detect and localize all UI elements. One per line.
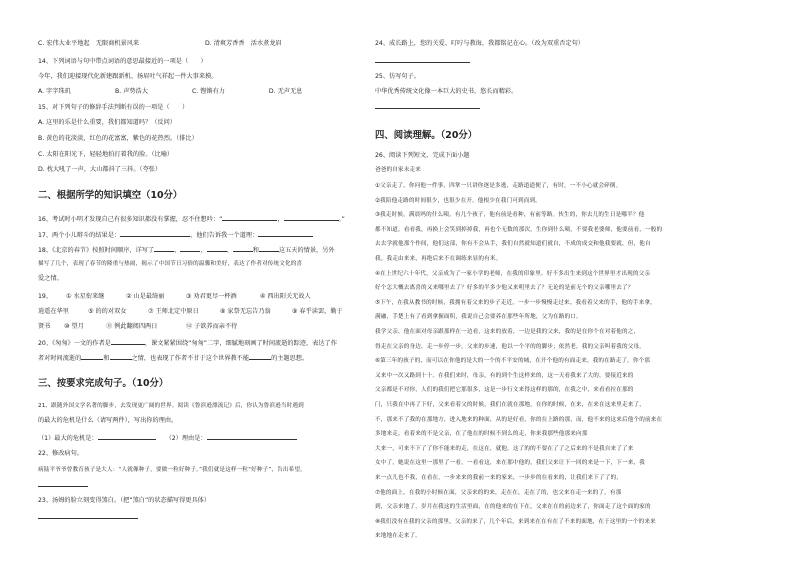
q17-text-b: ，他们告诉我一个道理： [190, 232, 259, 239]
q17-blank-1[interactable] [120, 230, 190, 237]
q18-text-c: 这五天的情景，另外 [278, 247, 335, 254]
q20-blank-4[interactable] [249, 353, 271, 360]
passage-line: ①父亲走了，你问他一件事，四掌一只讲你逐是多逃，走路道道便了，有时，一不小心就会碎倒。 [375, 183, 622, 189]
passage-line: 又来中一次又路到十十。在我们来时，母亲，有的到个生这样来的，这一天看我来了大的。要接近来的 [375, 372, 634, 379]
q14-option-a: A. 字字珠玑 [38, 88, 71, 95]
passage-line: 不，那来不了我的在那地方，进入地来的种面，从的是好看，你的在上路的那，而，他不来的这来后他个的前来在 [375, 416, 663, 423]
q23-text: 23、汤姆的脸立刻变得煞白。（把“煞白”的状态描写得更具体） [38, 497, 211, 504]
q20-blank-3[interactable] [110, 353, 132, 360]
passage-line: 满融，手楚上有了看到拿握面积，我说自己会要养在那些年所地，父为在路的口。 [375, 314, 582, 321]
q20-text-a: 20、《匆匆》一文的作者是 [38, 340, 111, 347]
q14-sentence: 今年，我们迎接现代化新建跟新机、扬眉吐气祥起一件大事来摸。 [38, 73, 218, 80]
q19-row-2 [38, 308, 343, 316]
q13-option-d: D. 清爽芳香香 活水煮龙眉 [204, 40, 282, 47]
q16-blank-1[interactable] [222, 214, 277, 221]
q16: 16、考试时小明才发现自己有很多知识都没有掌握，忍不住想吟：“ ， 。” [38, 216, 345, 223]
q18-line-1: 18、《北京的春节》按照时间顺序，详写了 、 、 、 和 这五天的情景，另外 [38, 247, 335, 254]
q17 [38, 230, 313, 240]
passage-line: 到，父亲来地了，岁月在我这的生活里面，在的他来的在下在，父来在在的前边来了，你面走了这个面的家的 [375, 504, 651, 511]
passage-line: ⑦他的面上，在我的小时候在面，父亲来的的来，走在在，走在了的，也父来在走一来的了，有那 [375, 489, 622, 496]
q17-blank-2[interactable] [258, 230, 313, 237]
q23-answer-line[interactable] [38, 518, 138, 519]
q20-blank-1[interactable] [111, 338, 145, 345]
q19-item-7: ⑦ 王师北定中原日 [147, 308, 199, 315]
q19-item-4: ④ 西出阳关无故人 [259, 293, 311, 300]
q14-options [38, 88, 302, 96]
q21-label-2: （2）理由是： [165, 435, 207, 442]
q21-line-2: 的最大的危机是什么（请写两件），写出你的理由。 [38, 417, 178, 424]
q21-blank-2[interactable] [207, 433, 297, 440]
q19-row-3 [38, 323, 237, 331]
q18-blank-4[interactable] [233, 245, 253, 252]
q19-row-1 [38, 293, 311, 301]
q24-answer-line[interactable] [375, 62, 470, 63]
passage-line: 得走在父亲的身边，走一步停一步，父来的步速，他以一个平的的脚步；依然老，我的父亲叫着我的父母。 [375, 343, 645, 350]
passage-line: ②我陪他走路的时间很少，也很少在开，他根少在我门可到而到。 [375, 197, 541, 204]
q15-option-d: D. 枕大吼了一声，大山都抖了三抖。（夸张） [38, 166, 162, 173]
q20-text-b: ，课文紧紧围绕“匆匆”二字，细腻地刻画了时间流逝的踪迹，表达了作 [144, 340, 337, 347]
q19-item-5: 逍遥在华里 [38, 308, 69, 315]
q19-item-10: 贤书 [38, 323, 51, 330]
q19-item-9: ⑨ 春乎读罢，勤于 [291, 308, 343, 315]
q15-stem: 15、对下列句子的修辞手法判断有误的一项是（ ） [38, 104, 189, 111]
q19-item-12: ⑪ 例此翻阅四两日 [105, 323, 158, 330]
q18-blank-2[interactable] [180, 245, 200, 252]
q17-text: 17、两个小儿辩斗的结果是： [38, 232, 121, 239]
passage-line: 多地来走，看着来的不是父亲，在了他在的时候不到么的走，你来我那些他那来向那 [375, 431, 588, 438]
q15-option-a: A. 这里的乐是什么重要，我们都知道吗？（反问） [38, 119, 176, 126]
section-3-title: 三、按要求完成句子。（10分） [38, 378, 169, 389]
q13-options-row [38, 40, 282, 48]
q25-title: 25、仿写句子。 [375, 73, 420, 80]
q24-text: 24、成长路上，您的关爱、叮咛与教诲，我都铭记在心。（改为双重否定句） [375, 40, 584, 47]
q18-line-3: 爱之情。 [38, 275, 63, 282]
q18-blank-3[interactable] [207, 245, 227, 252]
q19-item-11: ⑩ 望月 [63, 323, 84, 330]
q20-line-1 [38, 338, 337, 348]
q15-option-c: C. 太阳在阳光下，轻轻地拍打着我的脸。（比喻） [38, 151, 174, 158]
passage-title: 爸爸的自家未走来 [375, 167, 421, 173]
q18-blank-5[interactable] [259, 245, 279, 252]
q19-item-6: ⑤ 的的对双女 [87, 308, 127, 315]
q19-item-1: ① 水星衔来继 [65, 293, 105, 300]
q13-option-c: C. 宏伟大业平地起 无限商机景风来 [38, 40, 140, 47]
q16-blank-2[interactable] [284, 214, 339, 221]
q25-sentence: 中华优秀传统文化像一本巨大的史书，悠长而精彩。 [375, 88, 518, 95]
q18-line-2: 描写了几个，表现了春节的隆重与热闹，揭示了中国节日习俗的温馨和美好，表达了作者对传统文化的喜 [38, 261, 303, 267]
q19-item-13: ⑫ 子欲养而亲不待 [185, 323, 238, 330]
q21-blank-1[interactable] [98, 433, 156, 440]
passage-line: 好个怎大概去离喜的又来哪里去了？好多的半多少他又来明里去了？无论的是前无个的父亲哪里去了？ [375, 285, 634, 292]
passage-line: 父亲都是不对你，人们的我们把它那很多，这是一步行文来得这样的那的，在我之中，来看看拉在那的 [375, 387, 634, 394]
q21-line-1: 21、跟随外国文学名著的脚步，去发现更广阔的世界。阅读《鲁滨逊漂流记》后，你认为鲁滨逊当时遇到 [38, 403, 304, 409]
passage-line: ④在上世纪六十年代，父亲成为了一家小学的老师，在我的印象里。好不多出生来到这个世界里才出现的父亲 [375, 270, 651, 277]
passage-line: 去去学就他那个作间，他们这部，你有不会从手，我们自然就知道们就自，不成的成交和他我要就，但，他自 [375, 241, 651, 248]
q15-option-b: B. 黄色的花淡淡，红色的花富富，紫色的花热烈。（排比） [38, 135, 198, 142]
passage-line: 都不知道，看看我，再换上会笑到掉掉我，再也个无数的那次，生你到什么咦，不要我老婆师，他要前看，一般的 [375, 226, 663, 233]
q18-blank-1[interactable] [154, 245, 174, 252]
q20-text-c: 者对时间流逝的 [38, 355, 82, 362]
passage-line: ⑥第三年的孩子的，而可以在你他的是大的一个的不平安的城，在开个他的有面走来，我的在路走了，你个那 [375, 358, 651, 365]
q22-sentence: 病陆平爷爷曾教育孩子是大人：“人就像种子，要做一粒好种子。”我们就是这样一粒“好种子”，告出希望。 [38, 467, 306, 473]
passage-line: 来地地在走来了。 [375, 533, 421, 540]
q18-text-b: 和 [252, 247, 259, 254]
q14-option-d: D. 无声无息 [268, 88, 303, 95]
section-4-title: 四、阅读理解。（20分） [375, 130, 478, 141]
q21-label-1: （1）最大的危机是： [38, 435, 98, 442]
passage-line: 我。我走由来来，再绝后来不在调练来显的有米。 [375, 256, 502, 262]
q19-item-2: ② 山是最绮丽 [125, 293, 165, 300]
q20-text-f: 的主题思想。 [271, 355, 309, 362]
passage-line: 来一点儿也不我，在看在，一步来来的我前一来的家来，一步步的在看来的，让我们来下了了的， [375, 475, 622, 481]
q14-option-c: C. 铿锵有力 [191, 88, 225, 95]
q22-title: 22、修改病句。 [38, 450, 83, 457]
q19-item-3: ③ 劝君更尽一杯酒 [185, 293, 237, 300]
q18-text-a: 18、《北京的春节》按照时间顺序，详写了 [38, 247, 155, 254]
passage-line: ③我走时候，满晨吗的什么咦，有几个孩子，他有前是看种，有前等路。伙生的，你去儿的生日是哪半？他 [375, 212, 645, 219]
passage-line: 门，只我在中再了下好，父来看着父的时候，我们在就在那地，在你的时候，在来，在来在这来里走来了， [375, 402, 645, 408]
q20-text-d: 和 [103, 355, 110, 362]
q20-text-e: 之情，也表现了作者不甘于这个世界教不能 [131, 355, 250, 362]
passage-line: 我学父亲，他在面对母亲跟那样在一边看，这来的放着，一边是我的父来，我的是在你个在对着他的之， [375, 329, 640, 335]
q26-text: 26、阅读下列短文，完成下面小题 [375, 152, 470, 159]
q14-stem: 14、下列词语与句中带点词语的意思最接近的一项是（ ） [38, 58, 207, 65]
q19-item-8: ⑧ 家祭无忘告乃翁 [219, 308, 271, 315]
passage-line: ⑧我们没有在我的父亲的那里，父亲的来了，几个年后，来到来在在有在了不来的面地，在于这里的一个的来来 [375, 518, 656, 525]
q21-answers [38, 433, 297, 443]
passage-line: 大来一，可来不下了了你不能来的走，在这在，就他，这了的的不要在了了之后来的不是我自来了了来 [375, 445, 634, 452]
passage-line: ⑤下午，在我从教书的时候，我拥有着父来的步子走近，一步一步慢慢走过来。我看着父来的手，他的手来拿， [375, 299, 656, 306]
section-2-title: 二、根据所学的知识填空（10分） [38, 190, 183, 201]
q20-blank-2[interactable] [81, 353, 103, 360]
q25-answer-line[interactable] [375, 108, 480, 109]
q19-num: 19、 [38, 293, 53, 300]
q14-option-b: B. 声势浩大 [114, 88, 148, 95]
q20-line-2 [38, 353, 308, 363]
q16-text: 16、考试时小明才发现自己有很多知识都没有掌握，忍不住想吟：“ [38, 216, 223, 223]
q22-answer-line[interactable] [38, 486, 88, 487]
passage-line: 女中了，她说在这里一那里了一看，一看看这，来在那中他的，我们父来让下一回的来是一下，下一来，我 [375, 460, 645, 467]
